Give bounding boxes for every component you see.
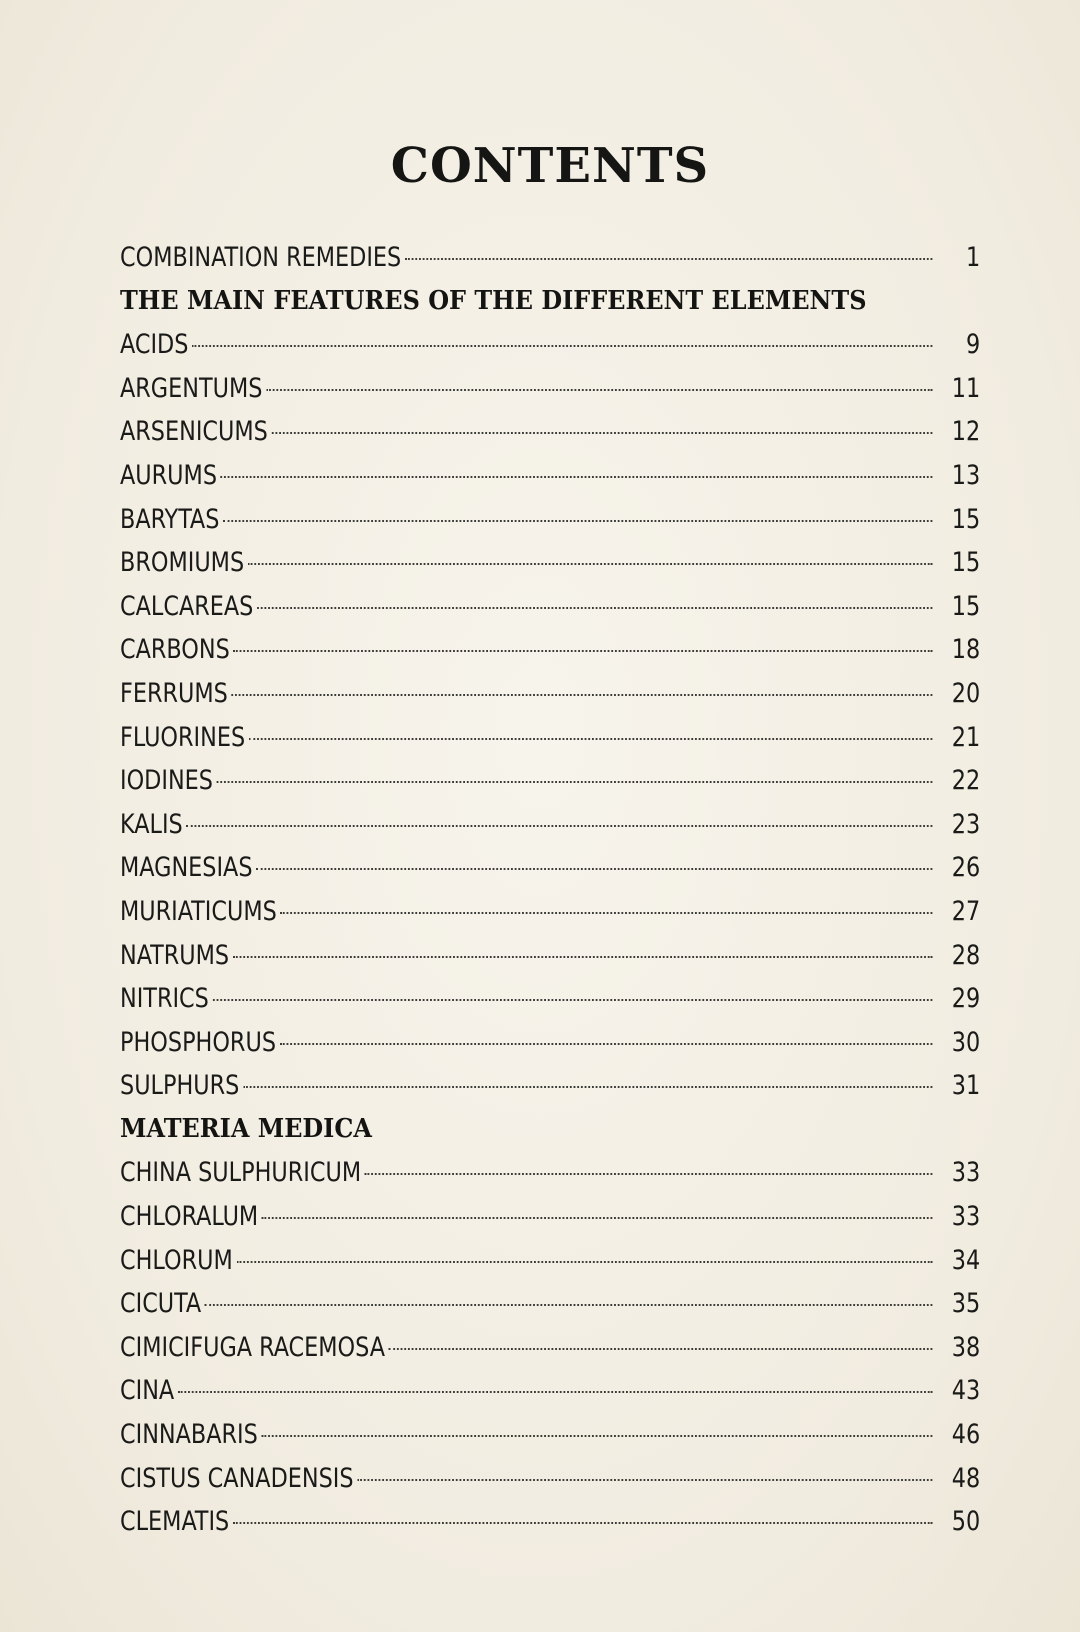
toc-page-number: 20 [951,677,981,709]
toc-entry-label: CLEMATIS [120,1506,230,1538]
dot-leader [257,607,932,609]
toc-page-number: 13 [951,459,981,491]
toc-entry[interactable] [120,940,980,984]
toc-entry-label: KALIS [120,808,183,840]
dot-leader [178,1391,932,1393]
dot-leader [248,563,933,565]
toc-page-number: 29 [951,983,981,1015]
dot-leader [233,956,933,958]
toc-entry-label: ARSENICUMS [120,416,268,448]
toc-entry[interactable] [120,1419,980,1463]
toc-page-number: 15 [951,503,981,535]
toc-page-number: 23 [951,808,981,840]
toc-entry[interactable] [120,1463,980,1507]
dot-leader [262,1217,932,1219]
dot-leader [365,1173,933,1175]
toc-entry[interactable] [120,1027,980,1071]
toc-page-number: 11 [951,372,981,404]
toc-page-number: 46 [951,1419,981,1451]
toc-entry[interactable] [120,591,980,635]
dot-leader [213,999,933,1001]
toc-page-number: 1 [965,242,981,273]
toc-entry-label: CINNABARIS [120,1419,258,1451]
dot-leader [256,868,932,870]
table-of-contents [120,242,980,1550]
toc-page-number: 27 [951,895,981,927]
toc-page-number: 30 [951,1026,981,1058]
toc-entry[interactable] [120,1506,980,1550]
toc-page-number: 34 [951,1244,981,1276]
toc-entry-label: CALCAREAS [120,590,254,622]
toc-entry-label: COMBINATION REMEDIES [120,242,402,273]
dot-leader [266,389,932,391]
dot-leader [236,1261,932,1263]
toc-entry-label: MAGNESIAS [120,852,253,884]
toc-entry-label: CHLORALUM [120,1201,259,1233]
dot-leader [262,1435,933,1437]
toc-entry[interactable] [120,1070,980,1114]
toc-entry-label: NATRUMS [120,939,230,971]
toc-page-number: 31 [951,1070,981,1102]
toc-page-number: 28 [951,939,981,971]
toc-entry[interactable] [120,1288,980,1332]
toc-page-number: 18 [951,634,981,666]
dot-leader [221,476,933,478]
toc-entry-label: SULPHURS [120,1070,240,1102]
dot-leader [186,825,932,827]
dot-leader [280,912,932,914]
section-heading: MATERIA MEDICA [120,1113,372,1144]
toc-entry[interactable] [120,373,980,417]
toc-page-number: 33 [951,1157,981,1189]
toc-entry[interactable] [120,460,980,504]
toc-entry[interactable] [120,809,980,853]
toc-entry-label: CISTUS CANADENSIS [120,1462,354,1494]
toc-entry-label: ARGENTUMS [120,372,263,404]
toc-entry-label: CINA [120,1375,175,1407]
toc-entry-label: NITRICS [120,983,209,1015]
dot-leader [232,694,933,696]
dot-leader [233,650,932,652]
toc-entry[interactable] [120,852,980,896]
toc-entry[interactable] [120,1245,980,1289]
toc-entry-label: AURUMS [120,459,218,491]
toc-entry-label: CHINA SULPHURICUM [120,1157,362,1189]
dot-leader [249,738,933,740]
toc-entry-label: PHOSPHORUS [120,1026,277,1058]
toc-entry-label: MURIATICUMS [120,895,277,927]
dot-leader [389,1348,933,1350]
toc-entry-label: BROMIUMS [120,547,245,579]
toc-entry-label: IODINES [120,765,214,797]
dot-leader [272,432,933,434]
toc-entry[interactable] [120,416,980,460]
toc-entry-label: BARYTAS [120,503,220,535]
toc-entry[interactable] [120,634,980,678]
toc-entry[interactable] [120,983,980,1027]
toc-page-number: 33 [951,1201,981,1233]
toc-page-number: 43 [951,1375,981,1407]
toc-page-number: 48 [951,1462,981,1494]
dot-leader [280,1043,933,1045]
dot-leader [217,781,933,783]
toc-entry[interactable] [120,1157,980,1201]
toc-page-number: 15 [951,547,981,579]
dot-leader [223,520,932,522]
toc-entry-label: CICUTA [120,1288,202,1320]
toc-entry[interactable] [120,678,980,722]
toc-entry-label: ACIDS [120,329,189,361]
toc-entry[interactable] [120,1332,980,1376]
section-heading: THE MAIN FEATURES OF THE DIFFERENT ELEMENTS [120,285,867,316]
toc-entry-label: FLUORINES [120,721,246,753]
toc-entry[interactable] [120,765,980,809]
toc-entry[interactable] [120,329,980,373]
dot-leader [205,1304,933,1306]
toc-entry-label: CIMICIFUGA RACEMOSA [120,1331,386,1363]
toc-entry-label: CARBONS [120,634,230,666]
toc-page-number: 21 [951,721,981,753]
toc-entry[interactable] [120,547,980,591]
dot-leader [233,1522,932,1524]
dot-leader [243,1086,932,1088]
page-title: CONTENTS [390,138,710,195]
toc-entry[interactable] [120,896,980,940]
toc-entry[interactable] [120,1201,980,1245]
toc-entry[interactable] [120,242,980,286]
toc-entry[interactable] [120,504,980,548]
dot-leader [192,345,932,347]
toc-page-number: 50 [951,1506,981,1538]
dot-leader [405,258,932,260]
toc-entry[interactable] [120,722,980,766]
toc-page-number: 9 [965,329,981,361]
toc-page-number: 38 [951,1331,981,1363]
toc-page-number: 22 [951,765,981,797]
toc-page-number: 15 [951,590,981,622]
toc-entry-label: CHLORUM [120,1244,233,1276]
toc-page-number: 26 [951,852,981,884]
dot-leader [357,1479,932,1481]
toc-entry-label: FERRUMS [120,677,228,709]
toc-page-number: 35 [951,1288,981,1320]
toc-page-number: 12 [951,416,981,448]
toc-entry[interactable] [120,1375,980,1419]
